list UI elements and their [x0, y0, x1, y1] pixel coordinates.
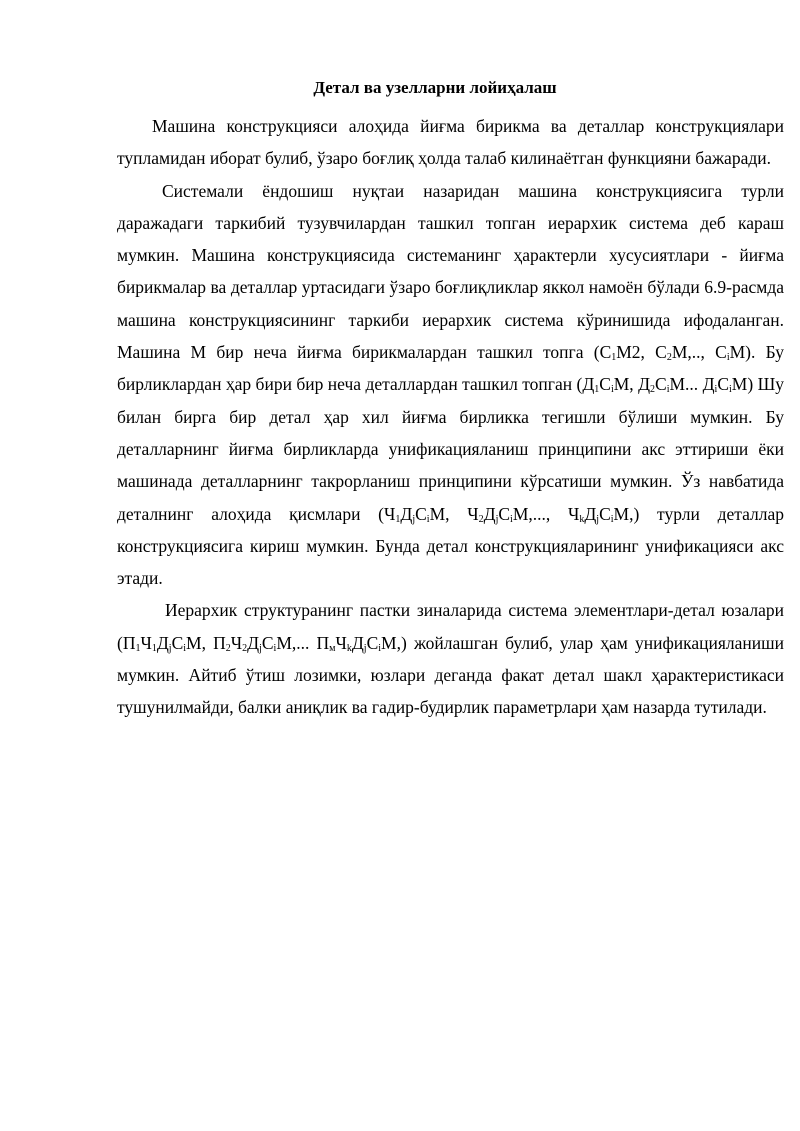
text-run: Иерархик структуранинг пастки зиналарида система элементлари-детал юзалари (П	[117, 600, 784, 653]
text-run: Д	[400, 503, 413, 524]
text-run: С	[261, 632, 274, 653]
subscript: i	[729, 384, 732, 396]
text-run: Д	[247, 632, 260, 653]
text-run: М,.., С	[671, 342, 727, 363]
text-run: Д	[483, 503, 496, 524]
subscript: 1	[135, 642, 141, 654]
subscript: i	[426, 513, 430, 525]
subscript: 1	[594, 384, 600, 396]
subscript: 2	[478, 513, 484, 525]
subscript: i	[714, 384, 718, 396]
subscript: j	[495, 513, 499, 525]
text-run: Д	[351, 632, 364, 653]
document-body	[117, 110, 784, 724]
text-run: Ч	[140, 632, 152, 653]
text-run: С	[655, 374, 667, 395]
page-title: Детал ва узелларни лойиҳалаш	[313, 78, 557, 97]
paragraph-2	[117, 175, 784, 595]
subscript: i	[726, 352, 730, 364]
subscript: j	[412, 513, 416, 525]
text-run: Машина конструкцияси алоҳида йиғма бирикма ва деталлар конструкциялари тупламидан иборат булиб, ўзаро боғлиқ ҳолда талаб килинаётган функцияни бажаради.	[117, 116, 784, 169]
subscript: i	[610, 513, 614, 525]
subscript: i	[183, 642, 187, 654]
subscript: м	[329, 642, 336, 654]
text-run: Д	[156, 632, 169, 653]
subscript: i	[510, 513, 513, 525]
subscript: 1	[151, 642, 157, 654]
text-run: С	[717, 374, 730, 395]
text-run: Ч	[230, 632, 243, 653]
subscript: 2	[242, 642, 248, 654]
subscript: i	[378, 642, 382, 654]
text-run: М... Д	[669, 374, 715, 395]
text-run: С	[171, 632, 184, 653]
subscript: j	[168, 642, 172, 654]
subscript: 2	[650, 384, 656, 396]
text-run: М,... П	[276, 632, 330, 653]
subscript: 2	[666, 352, 672, 364]
subscript: j	[596, 513, 600, 525]
text-run: С	[366, 632, 379, 653]
text-run: Ч	[335, 632, 347, 653]
text-run: С	[599, 374, 611, 395]
subscript: j	[363, 642, 367, 654]
subscript: k	[346, 642, 352, 654]
text-run: М, Д	[613, 374, 651, 395]
subscript: 2	[225, 642, 231, 654]
text-run: М, П	[186, 632, 226, 653]
text-run: М,..., Ч	[512, 503, 580, 524]
text-run: М2, С	[616, 342, 667, 363]
subscript: k	[579, 513, 585, 525]
text-run: Системали ёндошиш нуқтаи назаридан машина конструкциясига турли даражадаги таркибий тузувчилардан ташкил топган иерархик система деб караш мумкин. Машина конструкциясида системанинг ҳарактерли хусусиятлари - йиғма бирикмалар ва деталлар уртасидаги ўзаро боғлиқликлар яккол намоён бўлади 6.9-расмда машина конструкциясининг таркиби иерархик система кўринишида ифодаланган. Машина М бир неча йиғма бирикмалардан ташкил топга (С	[117, 180, 784, 363]
subscript: j	[259, 642, 262, 654]
subscript: 1	[611, 352, 617, 364]
subscript: i	[610, 384, 614, 396]
subscript: i	[666, 384, 670, 396]
paragraph-3	[117, 594, 784, 723]
text-run: С	[498, 503, 511, 524]
text-run: С	[415, 503, 427, 524]
text-run: Д	[584, 503, 597, 524]
paragraph-1	[117, 110, 784, 175]
text-run: М, Ч	[429, 503, 479, 524]
text-run: М,) жойлашган булиб, улар ҳам унификацияланиши мумкин. Айтиб ўтиш лозимки, юзлари деганда факат детал шакл ҳарактеристикаси тушунилмайди, балки аниқлик ва гадир-будирлик параметрлари ҳам назарда тутилади.	[117, 632, 785, 718]
subscript: 1	[395, 513, 401, 525]
text-run: М) Шу билан бирга бир детал ҳар хил йиғма бирликка тегишли бўлиши мумкин. Бу деталларнинг йиғма бирликларда унификацияланиш принципини акс эттириши ёки машинада деталларнинг такрорланиш принципини кўрсатиши мумкин. Ўз навбатида деталнинг алоҳида қисмлари (Ч	[117, 374, 785, 524]
subscript: i	[273, 642, 277, 654]
text-run: М). Бу бирликлардан ҳар бири бир неча деталлардан ташкил топган (Д	[117, 342, 784, 395]
text-run: С	[599, 503, 611, 524]
text-run: М,) турли деталлар конструкциясига кириш мумкин. Бунда детал конструкцияларининг унификацияси акс этади.	[117, 503, 784, 589]
